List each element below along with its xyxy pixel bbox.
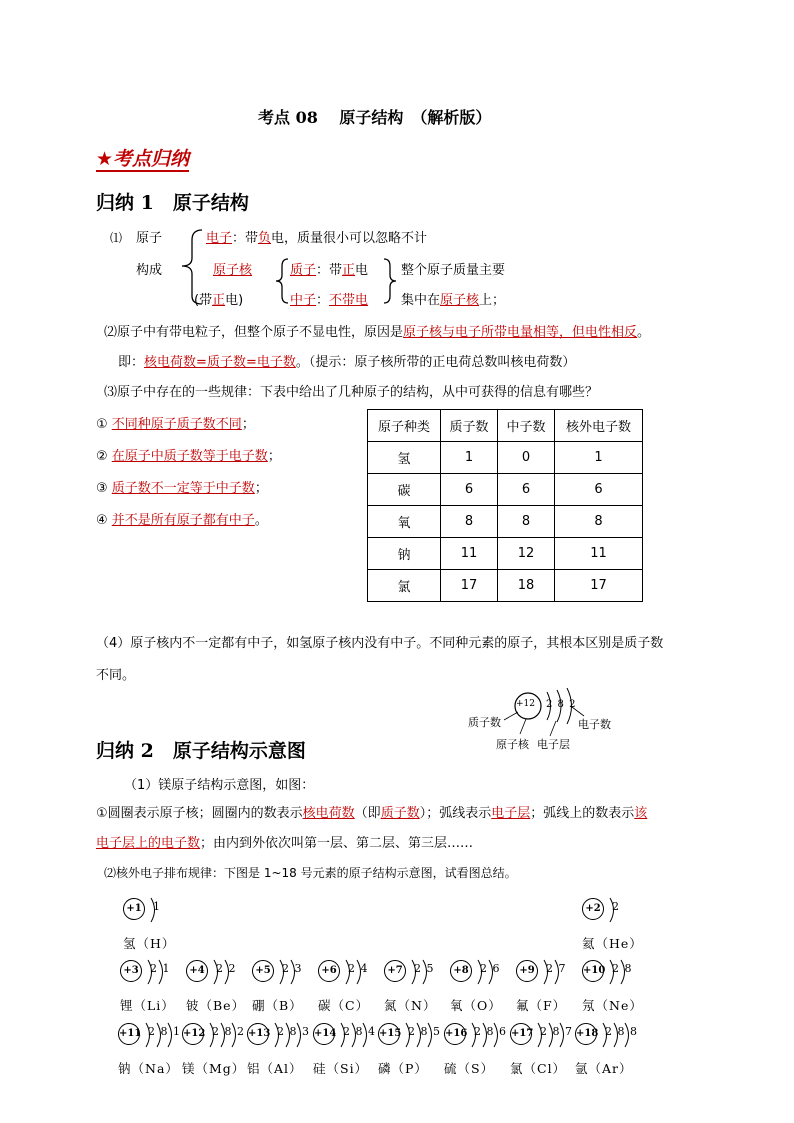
atom-shell-counts: 2 8 4 xyxy=(343,1025,376,1038)
atom-shell-counts: 2 8 7 xyxy=(540,1025,573,1038)
table-header: 中子数 xyxy=(498,410,555,442)
atom-label: 磷（P） xyxy=(378,1061,428,1076)
table-cell: 氧 xyxy=(368,506,441,538)
table-cell: 8 xyxy=(498,506,555,538)
mass-line-2-term: 原子核 xyxy=(440,293,480,308)
electron-negative: 负 xyxy=(258,231,272,246)
s2-para-1: （1）镁原子结构示意图，如图： xyxy=(124,778,315,793)
neutron-mid: ： xyxy=(316,293,330,308)
page-title: 考点 08 原子结构 （解析版） xyxy=(258,108,492,127)
electron-term: 电子 xyxy=(206,231,233,246)
equals-2: = xyxy=(245,355,257,370)
atom-label: 硼（B） xyxy=(252,998,303,1013)
para-2-end: 。 xyxy=(637,325,651,340)
atom-nucleus: +3 xyxy=(120,960,142,982)
table-cell: 1 xyxy=(441,442,498,474)
para-2b-pre: 即： xyxy=(118,355,145,370)
nucleus-term: 原子核 xyxy=(213,263,253,278)
proton-end: 电 xyxy=(355,263,369,278)
s2-para-3: ⑵核外电子排布规律：下图是 1~18 号元素的原子结构示意图，试看图总结。 xyxy=(104,866,517,880)
atom-nucleus: +10 xyxy=(582,960,604,982)
para-3: ⑶原子中存在的一些规律：下表中给出了几种原子的结构，从中可获得的信息有哪些？ xyxy=(104,385,599,400)
electron-number-term: 电子数 xyxy=(256,355,296,370)
para-2-pre: ⑵原子中有带电粒子，但整个原子不显电性，原因是 xyxy=(104,325,404,340)
atom-label: 镁（Mg） xyxy=(182,1061,246,1076)
atom-label-2: 构成 xyxy=(136,263,163,278)
atom-nucleus: +13 xyxy=(247,1023,269,1045)
atom-label: 钠（Na） xyxy=(118,1061,179,1076)
mass-line-2-post: 上； xyxy=(479,293,506,308)
atom-nucleus: +17 xyxy=(510,1023,532,1045)
rule-4-end: 。 xyxy=(254,513,268,528)
table-cell: 8 xyxy=(441,506,498,538)
s2-p2-a: ①圆圈表示原子核；圆圈内的数表示 xyxy=(96,806,303,821)
atom-shell-counts: 2 8 1 xyxy=(148,1025,181,1038)
atom-label: 硅（Si） xyxy=(313,1061,369,1076)
atom-nucleus: +4 xyxy=(186,960,208,982)
rule-4-num: ④ xyxy=(96,513,108,528)
table-cell: 17 xyxy=(441,570,498,602)
rule-2-num: ② xyxy=(96,449,108,464)
rule-3-num: ③ xyxy=(96,481,108,496)
proton-number-term: 质子数 xyxy=(206,355,246,370)
atom-label: 氮（N） xyxy=(384,998,437,1013)
table-cell: 12 xyxy=(498,538,555,570)
atom-label: 氯（Cl） xyxy=(510,1061,567,1076)
rule-1-num: ① xyxy=(96,417,108,432)
table-cell: 氯 xyxy=(368,570,441,602)
atom-nucleus: +11 xyxy=(118,1023,140,1045)
atom-shell-counts: 2 4 xyxy=(348,962,369,975)
para-4-line-2: 不同。 xyxy=(96,668,136,683)
electron-rest: 电，质量很小可以忽略不计 xyxy=(271,231,428,246)
table-cell: 6 xyxy=(441,474,498,506)
heading-2: 归纳 2 原子结构示意图 xyxy=(96,740,306,762)
table-cell: 0 xyxy=(498,442,555,474)
atom-shell-counts: 2 6 xyxy=(480,962,501,975)
atom-label: 氩（Ar） xyxy=(575,1061,633,1076)
atom-shell-counts: 2 8 2 xyxy=(212,1025,245,1038)
label-electron-layer: 电子层 xyxy=(537,738,570,751)
rule-2-end: ； xyxy=(267,449,281,464)
atom-nucleus: +7 xyxy=(384,960,406,982)
atom-shell-counts: 2 5 xyxy=(414,962,435,975)
table-cell: 钠 xyxy=(368,538,441,570)
rule-1-text: 不同种原子质子数不同 xyxy=(111,417,242,432)
atom-shell-counts: 2 8 5 xyxy=(408,1025,441,1038)
table-header: 核外电子数 xyxy=(555,410,643,442)
atom-nucleus: +15 xyxy=(378,1023,400,1045)
atom-shell-counts: 2 8 6 xyxy=(474,1025,507,1038)
table-cell: 氢 xyxy=(368,442,441,474)
rule-3-text: 质子数不一定等于中子数 xyxy=(111,481,255,496)
atom-shell-counts: 2 2 xyxy=(216,962,237,975)
para-2-answer: 原子核与电子所带电量相等，但电性相反 xyxy=(403,325,638,340)
table-header: 原子种类 xyxy=(368,410,441,442)
atom-shell-counts: 2 3 xyxy=(282,962,303,975)
label-electron-number: 电子数 xyxy=(578,718,611,731)
atom-label: 氢（H） xyxy=(123,936,176,951)
nucleus-charge-open: (带 xyxy=(194,293,213,308)
table-cell: 1 xyxy=(555,442,643,474)
s2-p2-line-2-rest: ；由内到外依次叫第一层、第二层、第三层…… xyxy=(200,836,474,851)
atom-label-1: 原子 xyxy=(136,231,163,246)
s2-p2-nuclear-charge: 核电荷数 xyxy=(302,806,355,821)
atom-label: 铝（Al） xyxy=(247,1061,303,1076)
s2-p2-electron-layer: 电子层 xyxy=(491,806,531,821)
atom-nucleus: +8 xyxy=(450,960,472,982)
label-proton-number: 质子数 xyxy=(468,716,501,729)
table-cell: 6 xyxy=(555,474,643,506)
equals-1: = xyxy=(196,355,207,370)
atom-shell-counts: 2 8 xyxy=(612,962,633,975)
atom-nucleus: +18 xyxy=(575,1023,597,1045)
neutron-charge: 不带电 xyxy=(329,293,369,308)
proton-term: 质子 xyxy=(290,263,317,278)
atom-shell-counts: 1 xyxy=(153,900,161,913)
rule-1-end: ； xyxy=(241,417,255,432)
table-cell: 18 xyxy=(498,570,555,602)
s2-p2-electrons-on-layer: 电子层上的电子数 xyxy=(96,836,201,851)
atom-label: 碳（C） xyxy=(318,998,370,1013)
mass-line-1: 整个原子质量主要 xyxy=(401,263,506,278)
table-cell: 8 xyxy=(555,506,643,538)
s2-p2-e: ）；弧线表示 xyxy=(419,806,492,821)
heading-1: 归纳 1 原子结构 xyxy=(96,192,249,214)
s2-p2-g: ；弧线上的数表示 xyxy=(530,806,635,821)
atom-shell-counts: 2 xyxy=(612,900,620,913)
s2-p2-proton-number: 质子数 xyxy=(380,806,420,821)
atom-label: 氧（O） xyxy=(450,998,502,1013)
para-2b-post: 。（提示：原子核所带的正电荷总数叫核电荷数） xyxy=(295,355,576,370)
atom-shell-counts: 2 7 xyxy=(546,962,567,975)
atom-nucleus: +16 xyxy=(444,1023,466,1045)
atom-nucleus: +5 xyxy=(252,960,274,982)
atom-nucleus: +14 xyxy=(313,1023,335,1045)
rule-4-text: 并不是所有原子都有中子 xyxy=(111,513,255,528)
atom-nucleus: +9 xyxy=(516,960,538,982)
table-cell: 17 xyxy=(555,570,643,602)
atom-shell-counts: 2 8 3 xyxy=(277,1025,310,1038)
electron-mid: ：带 xyxy=(232,231,259,246)
rule-2-text: 在原子中质子数等于电子数 xyxy=(111,449,268,464)
table-cell: 11 xyxy=(555,538,643,570)
table-cell: 6 xyxy=(498,474,555,506)
atom-label: 氦（He） xyxy=(582,936,643,951)
rule-3-end: ； xyxy=(254,481,268,496)
atom-shell-counts: 2 8 8 xyxy=(605,1025,638,1038)
proton-mid: ：带 xyxy=(316,263,343,278)
s2-p2-h: 该 xyxy=(634,806,648,821)
atom-label: 硫（S） xyxy=(444,1061,495,1076)
para-4-line-1: （4）原子核内不一定都有中子，如氢原子核内没有中子。不同种元素的原子，其根本区别是质子数 xyxy=(96,636,664,651)
magnesium-shells: 2 8 2 xyxy=(546,699,577,710)
proton-positive: 正 xyxy=(342,263,356,278)
magnesium-nucleus: +12 xyxy=(516,699,535,709)
table-cell: 碳 xyxy=(368,474,441,506)
atom-label: 铍（Be） xyxy=(186,998,246,1013)
atom-label: 氟（F） xyxy=(516,998,567,1013)
label-nucleus: 原子核 xyxy=(496,738,529,751)
atom-label: 锂（Li） xyxy=(120,998,175,1013)
atom-nucleus: +12 xyxy=(182,1023,204,1045)
atom-nucleus: +2 xyxy=(582,898,604,920)
table-cell: 11 xyxy=(441,538,498,570)
atom-label: 氖（Ne） xyxy=(582,998,643,1013)
neutron-term: 中子 xyxy=(290,293,317,308)
mass-line-2-pre: 集中在 xyxy=(401,293,441,308)
item-number-1: ⑴ xyxy=(110,231,123,245)
table-header: 质子数 xyxy=(441,410,498,442)
nucleus-charge-positive: 正 xyxy=(212,293,226,308)
section-banner: ★考点归纳 xyxy=(96,148,190,170)
atom-nucleus: +6 xyxy=(318,960,340,982)
s2-p2-c: （即 xyxy=(354,806,381,821)
nuclear-charge-term: 核电荷数 xyxy=(144,355,197,370)
atom-shell-counts: 2 1 xyxy=(150,962,171,975)
atom-nucleus: +1 xyxy=(123,898,145,920)
nucleus-charge-close: 电) xyxy=(225,293,244,308)
